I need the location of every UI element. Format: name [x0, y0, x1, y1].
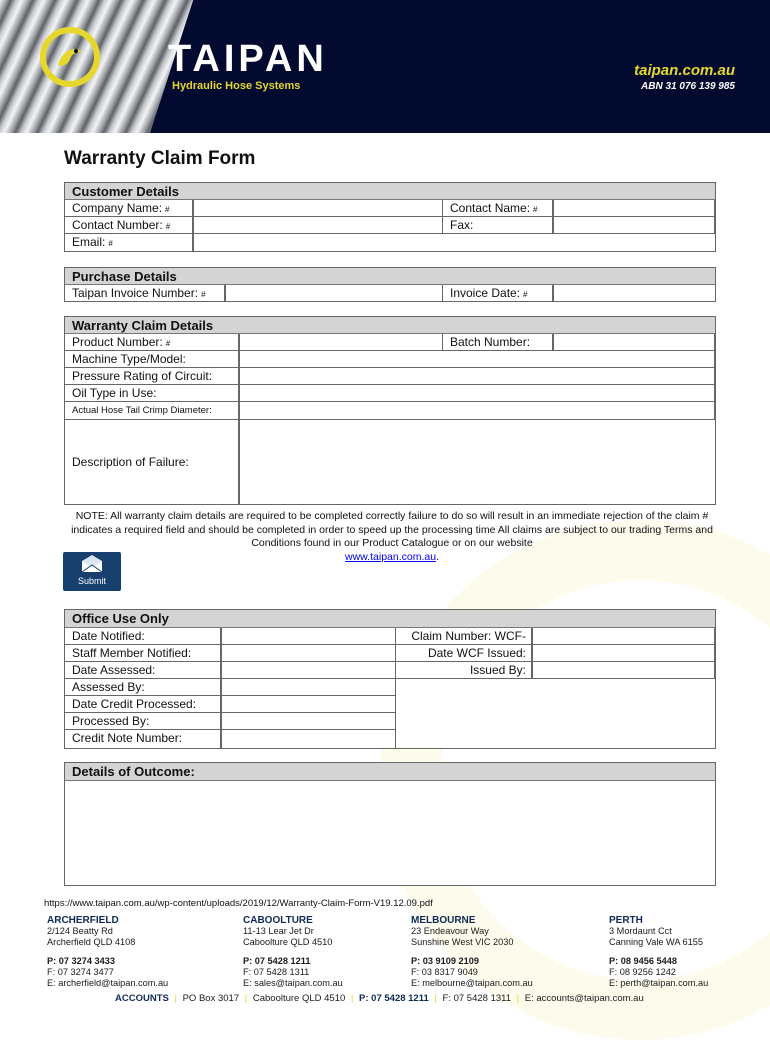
outcome-field[interactable]: [65, 781, 715, 885]
separator: |: [174, 993, 177, 1004]
header-website[interactable]: taipan.com.au: [634, 62, 735, 79]
section-heading: Warranty Claim Details: [65, 317, 715, 334]
branch-phone: P: 03 9109 2109: [411, 956, 479, 966]
fax-label: Fax:: [443, 217, 553, 234]
issued-by-label: Issued By:: [396, 662, 532, 679]
date-wcf-field[interactable]: [532, 645, 715, 662]
date-credit-label: Date Credit Processed:: [65, 696, 221, 713]
outcome-section: [64, 762, 716, 886]
branch-caboolture: [243, 915, 343, 989]
accounts-label: ACCOUNTS: [115, 993, 169, 1004]
customer-details-section: [64, 182, 716, 252]
pressure-rating-label: Pressure Rating of Circuit:: [65, 368, 239, 385]
contact-number-label: Contact Number: #: [65, 217, 193, 234]
separator: |: [516, 993, 520, 1004]
taipan-logo-icon: [40, 27, 100, 87]
staff-notified-label: Staff Member Notified:: [65, 645, 221, 662]
contact-name-field[interactable]: [553, 200, 715, 217]
contact-number-field[interactable]: [193, 217, 443, 234]
processed-by-field[interactable]: [221, 713, 396, 730]
branch-phone: P: 07 3274 3433: [47, 956, 115, 966]
date-assessed-field[interactable]: [221, 662, 396, 679]
section-heading: Office Use Only: [65, 610, 715, 628]
submit-label: Submit: [77, 576, 106, 586]
contact-name-label: Contact Name: #: [443, 200, 553, 217]
crimp-diameter-label: Actual Hose Tail Crimp Diameter:: [65, 402, 239, 420]
warranty-note: [70, 510, 714, 564]
branch-email[interactable]: E: archerfield@taipan.com.au: [47, 978, 169, 988]
staff-notified-field[interactable]: [221, 645, 396, 662]
product-number-field[interactable]: [239, 334, 443, 351]
branch-address-line2: Archerfield QLD 4108: [47, 937, 136, 947]
branch-perth: [609, 915, 708, 989]
batch-number-label: Batch Number:: [443, 334, 553, 351]
pressure-rating-field[interactable]: [239, 368, 715, 385]
branch-email[interactable]: E: melbourne@taipan.com.au: [411, 978, 533, 988]
batch-number-field[interactable]: [553, 334, 715, 351]
processed-by-label: Processed By:: [65, 713, 221, 730]
branch-phone: P: 07 5428 1211: [243, 956, 311, 966]
separator: |: [244, 993, 248, 1004]
submit-button[interactable]: [63, 552, 121, 591]
branch-name: CABOOLTURE: [243, 915, 313, 926]
warranty-claim-section: [64, 316, 716, 505]
accounts-fax: F: 07 5428 1311: [442, 993, 512, 1004]
branch-melbourne: [411, 915, 533, 989]
branch-archerfield: [47, 915, 168, 989]
credit-note-field[interactable]: [221, 730, 396, 748]
accounts-phone: P: 07 5428 1211: [359, 993, 429, 1004]
branch-address-line1: 3 Mordaunt Cct: [609, 926, 672, 936]
header-abn: ABN 31 076 139 985: [641, 81, 735, 92]
branch-fax: F: 07 5428 1311: [243, 967, 310, 977]
branch-fax: F: 03 8317 9049: [411, 967, 478, 977]
claim-number-label: Claim Number: WCF-: [396, 628, 532, 645]
company-name-label: Company Name: #: [65, 200, 193, 217]
claim-number-field[interactable]: [532, 628, 715, 645]
email-field[interactable]: [193, 234, 715, 251]
branch-address-line2: Caboolture QLD 4510: [243, 937, 333, 947]
machine-type-field[interactable]: [239, 351, 715, 368]
assessed-by-field[interactable]: [221, 679, 396, 696]
document-url[interactable]: https://www.taipan.com.au/wp-content/uploads/2019/12/Warranty-Claim-Form-V19.12.09.pdf: [44, 898, 433, 909]
branch-email[interactable]: E: perth@taipan.com.au: [609, 978, 709, 988]
separator: |: [350, 993, 354, 1004]
date-wcf-label: Date WCF Issued:: [396, 645, 532, 662]
branch-address-line2: Sunshine West VIC 2030: [411, 937, 514, 947]
accounts-po: PO Box 3017: [182, 993, 240, 1004]
company-name-field[interactable]: [193, 200, 443, 217]
oil-type-label: Oil Type in Use:: [65, 385, 239, 402]
failure-description-label: Description of Failure:: [65, 420, 239, 504]
email-label: Email: #: [65, 234, 193, 251]
brand-subtitle: Hydraulic Hose Systems: [172, 80, 301, 92]
header-banner: [0, 0, 770, 133]
issued-by-field[interactable]: [532, 662, 715, 679]
section-heading: Purchase Details: [65, 268, 715, 285]
website-link[interactable]: www.taipan.com.au: [345, 550, 437, 563]
accounts-email[interactable]: E: accounts@taipan.com.au: [524, 993, 644, 1004]
branch-fax: F: 08 9256 1242: [609, 967, 676, 977]
section-heading: Details of Outcome:: [65, 763, 715, 781]
branch-address-line1: 2/124 Beatty Rd: [47, 926, 113, 936]
crimp-diameter-field[interactable]: [239, 402, 715, 420]
branch-name: PERTH: [609, 915, 643, 926]
branch-fax: F: 07 3274 3477: [47, 967, 114, 977]
invoice-date-label: Invoice Date: #: [443, 285, 553, 301]
invoice-number-field[interactable]: [225, 285, 443, 301]
product-number-label: Product Number: #: [65, 334, 239, 351]
office-use-section: [64, 609, 716, 749]
invoice-number-label: Taipan Invoice Number: #: [65, 285, 225, 301]
branch-address-line1: 23 Endeavour Way: [411, 926, 489, 936]
brand-name: TAIPAN: [168, 38, 328, 80]
envelope-icon: [81, 555, 103, 573]
date-notified-label: Date Notified:: [65, 628, 221, 645]
assessed-by-label: Assessed By:: [65, 679, 221, 696]
date-assessed-label: Date Assessed:: [65, 662, 221, 679]
credit-note-label: Credit Note Number:: [65, 730, 221, 748]
oil-type-field[interactable]: [239, 385, 715, 402]
fax-field[interactable]: [553, 217, 715, 234]
form-title: Warranty Claim Form: [64, 148, 256, 169]
branch-name: ARCHERFIELD: [47, 915, 119, 926]
date-notified-field[interactable]: [221, 628, 396, 645]
branch-address-line1: 11-13 Lear Jet Dr: [243, 926, 314, 936]
branch-email[interactable]: E: sales@taipan.com.au: [243, 978, 343, 988]
date-credit-field[interactable]: [221, 696, 396, 713]
separator: |: [434, 993, 437, 1004]
note-text: NOTE: All warranty claim details are required to be completed correctly failure to do so will result in an immediate rejection of the claim # indicates a required field and should be completed in order to speed up the processing time All claims are subject to our trading Terms and Conditions found in our Product Catalogue or on our website: [71, 510, 713, 549]
accounts-town: Caboolture QLD 4510: [252, 993, 346, 1004]
section-heading: Customer Details: [65, 183, 715, 200]
purchase-details-section: [64, 267, 716, 302]
invoice-date-field[interactable]: [553, 285, 715, 301]
note-end: .: [436, 550, 439, 563]
branch-phone: P: 08 9456 5448: [609, 956, 677, 966]
failure-description-field[interactable]: [239, 420, 715, 504]
accounts-line: [115, 993, 644, 1004]
branch-address-line2: Canning Vale WA 6155: [609, 937, 703, 947]
branch-name: MELBOURNE: [411, 915, 476, 926]
machine-type-label: Machine Type/Model:: [65, 351, 239, 368]
